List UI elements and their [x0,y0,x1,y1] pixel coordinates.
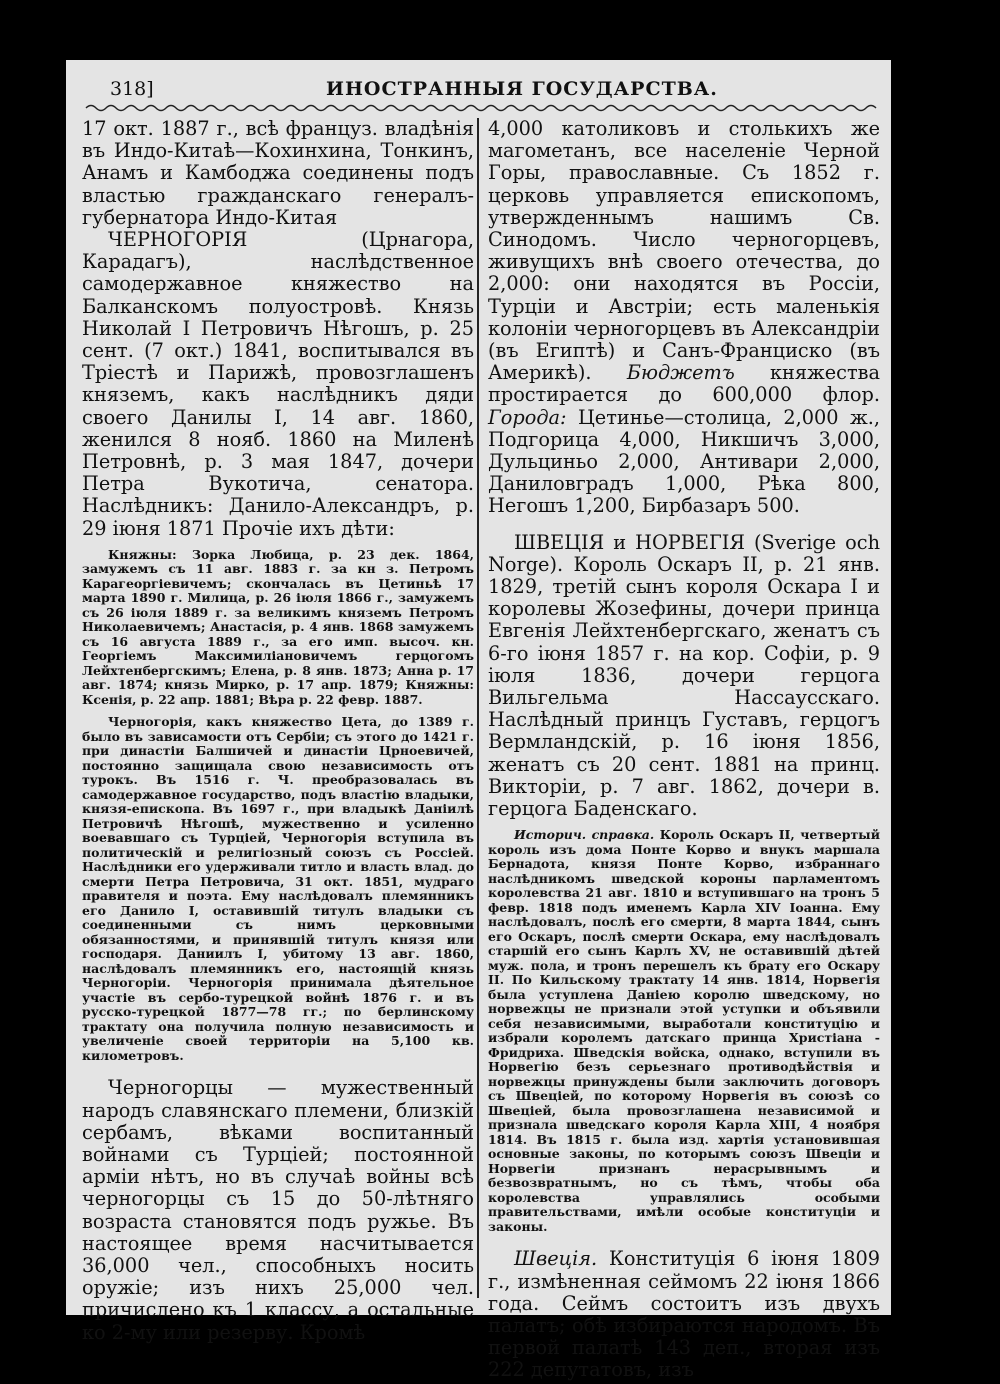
paragraph-sweden-norway-intro: ШВЕЦІЯ и НОРВЕГІЯ (Sverige och Norge). Король Оскаръ II, р. 21 янв. 1829, третій сынъ короля Оскара I и королевы Жозефины, дочери принца Евгенія Лейхтенбергскаго, женатъ съ 6-го іюня 1857 г. на кор. Софіи, р. 9 іюля 1836, дочери герцога Вильгельма Нассаусскаго. Наслѣдный принцъ Густавъ, герцогъ Вермландскій, р. 16 іюня 1856, женатъ съ 20 сент. 1881 на принц. Викторіи, р. 7 авг. 1862, дочери в. герцога Баденскаго. [488,530,880,821]
right-column [488,118,880,1382]
paragraph-sweden-constitution [488,1248,880,1381]
historical-note-text: Король Оскаръ II, четвертый король изъ дома Понте Корво и внукъ маршала Бернадота, князя Понте Корво, избраннаго наслѣдникомъ шведской короны парламентомъ королевства 21 авг. 1810 и вступившаго на тронъ 5 февр. 1818 подъ именемъ Карла XIV Іоанна. Ему наслѣдовалъ, послѣ его смерти, 8 марта 1844, сынъ его Оскаръ, послѣ смерти Оскара, ему наслѣдовалъ старшій его сынъ Карлъ XV, не оставившій дѣтей муж. пола, и тронъ перешелъ къ брату его Оскару II. По Кильскому трактату 14 янв. 1814, Норвегія была уступлена Даніею королю шведскому, но норвежцы не признали этой уступки и объявили себя независимыми, выработали конституцію и избрали королемъ датскаго принца Христіана - Фридриха. Шведскія войска, однако, вступили въ Норвегію безъ серьезнаго противодѣйствія и норвежцы принуждены были заключить договоръ съ Швеціей, по которому Норвегія въ союзѣ со Швеціей, была провозглашена независимой и признала шведскаго короля Карла XIII, 4 ноября 1814. Въ 1815 г. была изд. хартія установившая основные законы, по которымъ союзъ Швеціи и Норвегіи признанъ нерасрывнымъ и безвозвратнымъ, но съ тѣмъ, чтобы оба королевства управлялись особыми правительствами, имѣли особые конституціи и законы. [488,827,880,1234]
wavy-rule [86,102,876,114]
sweden-constitution-text: Конституція 6 іюня 1809 г., измѣненная сеймомъ 22 іюня 1866 года. Сеймъ состоитъ изъ двухъ палатъ; обѣ избираются народомъ. Въ первой палатѣ 143 деп., вторая изъ 222 депутатовъ, изъ [488,1247,880,1382]
paragraph-montenegro-population [488,118,880,518]
sweden-label: Швеція. [514,1247,598,1271]
paragraph-royal-children: Княжны: Зорка Любица, р. 23 дек. 1864, замужемъ съ 11 авг. 1883 г. за кн з. Петромъ Карагеоргіевичемъ; скончалась въ Цетиньѣ 17 марта 1890 г. Милица, р. 26 іюля 1866 г., замужемъ съ 26 іюля 1889 г. за великимъ княземъ Петромъ Николаевичемъ; Анастасія, р. 4 янв. 1868 замужемъ съ 16 августа 1889 г., за его имп. высоч. кн. Георгіемъ Максимиліановичемъ герцогомъ Лейхтенбергскимъ; Елена, р. 8 янв. 1873; Анна р. 17 авг. 1874; князь Мирко, р. 17 апр. 1879; Княжны: Ксенія, р. 22 апр. 1881; Вѣра р. 22 февр. 1887. [82,546,474,707]
column-divider [477,118,479,1298]
page-header [66,74,891,104]
budget-label: Бюджетъ [626,361,735,385]
paragraph-montenegro-intro: ЧЕРНОГОРІЯ (Црнагора, Карадагъ), наслѣдственное самодержавное княжество на Балканскомъ полуостровѣ. Князь Николай I Петровичъ Нѣгошъ, р. 25 сент. (7 окт.) 1841, воспитывался въ Тріестѣ и Парижѣ, провозглашенъ княземъ, какъ наслѣдникъ дяди своего Данилы I, 14 авг. 1860, женился 8 нояб. 1860 на Миленѣ Петровнѣ, р. 3 мая 1847, дочери Петра Вукотича, сенатора. Наслѣдникъ: Данило-Александръ, р. 29 іюня 1871 Прочіе ихъ дѣти: [82,228,474,540]
running-title: ИНОСТРАННЫЯ ГОСУДАРСТВА. [326,78,718,100]
left-column [82,118,474,1344]
paragraph-montenegro-army: Черногорцы — мужественный народъ славянскаго племени, близкій сербамъ, вѣками воспитанный войнами съ Турціей; постоянной арміи нѣтъ, но въ случаѣ войны всѣ черногорцы съ 15 до 50-лѣтняго возраста становятся подъ ружье. Въ настоящее время насчитывается 36,000 чел., способныхъ носить оружіе; изъ нихъ 25,000 чел. причислено къ 1 классу, а остальные ко 2-му или резерву. Кромѣ [82,1076,474,1344]
page-number: 318] [110,78,154,100]
paragraph-indochina: 17 окт. 1887 г., всѣ француз. владѣнія въ Индо-Китаѣ—Кохинхина, Тонкинъ, Анамъ и Камбоджа соединены подъ властью гражданскаго генералъ-губернатора Индо-Китая [82,117,474,229]
book-page [66,60,891,1382]
cities-text: Цетинье—столица, 2,000 ж., Подгорица 4,000, Никшичъ 3,000, Дульциньо 2,000, Антивари 2,000, Даниловградъ 1,000, Рѣка 800, Негошъ 1,200, Бирбазаръ 500. [488,405,880,518]
cities-label: Города: [488,405,567,429]
population-text: 4,000 католиковъ и столькихъ же магометанъ, все населеніе Черной Горы, православные. Съ 1852 г. церковь управляется епископомъ, утвержденнымъ нашимъ Св. Синодомъ. Число черногорцевъ, живущихъ внѣ своего отечества, до 2,000: они находятся въ Россіи, Турціи и Австріи; есть маленькія колоніи черногорцевъ въ Александріи (въ Египтѣ) и Санъ-Франциско (въ Америкѣ). [488,117,880,385]
paragraph-historical-note [488,828,880,1234]
paragraph-montenegro-history: Черногорія, какъ княжество Цета, до 1389 г. было въ зависамости отъ Сербіи; съ этого до 1421 г. при династіи Балшичей и династіи Црноевичей, постоянно защищала свою независимость отъ турокъ. Въ 1516 г. Ч. преобразовалась въ самодержавное государство, подъ властію владыки, князя-епископа. Въ 1697 г., при владыкѣ Даніилѣ Петровичѣ Нѣгошѣ, мужественно и усиленно воевавшаго съ Турціей, Черногорія вступила въ политическій и религіозный союзъ съ Россіей. Наслѣдники его удерживали титло и власть влад. до смерти Петра Петровича, 31 окт. 1851, мудраго правителя и поэта. Ему наслѣдовалъ племянникъ его Данило I, оставившій титулъ владыки съ соединенными съ нимъ церковными обязанностями, и принявшій титулъ князя или господаря. Даниилъ I, убитому 13 авг. 1860, наслѣдовалъ племянникъ его, настоящій князь Черногоріи. Черногорія принимала дѣятельное участіе въ сербо-турецкой войнѣ 1876 г. и въ русско-турецкой 1877—78 гг.; по берлинскому трактату она получила полную независимость и увеличеніе своей территоріи на 5,100 кв. километровъ. [82,714,474,1063]
historical-note-label: Историч. справка. [514,827,655,843]
budget-text: княжества простирается до 600,000 флор. [488,361,880,407]
